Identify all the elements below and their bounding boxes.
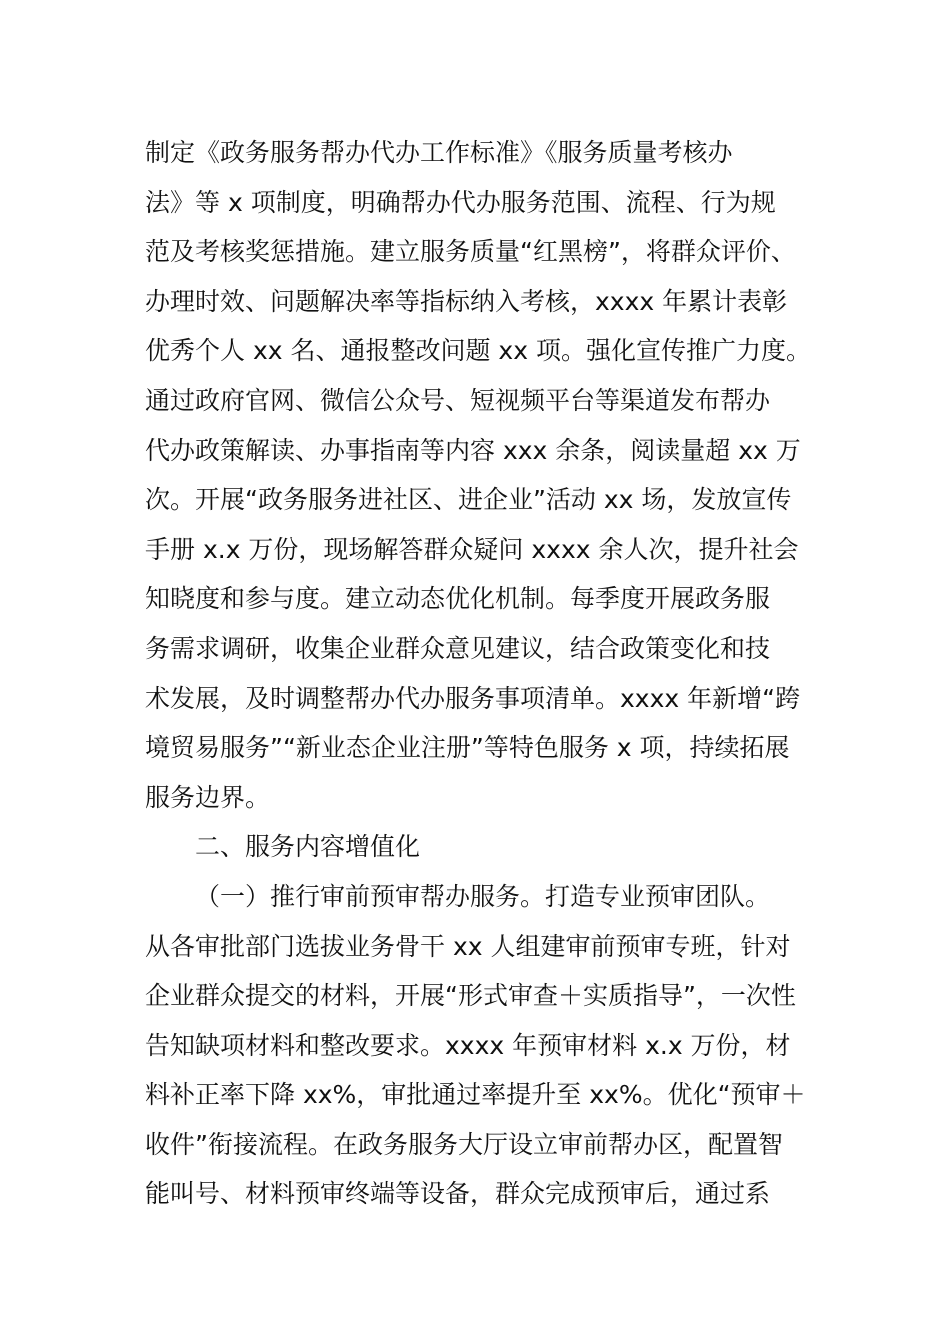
text-line: 务需求调研，收集企业群众意见建议，结合政策变化和技 xyxy=(145,633,771,663)
text-line: 制定《政务服务帮办代办工作标准》《服务质量考核办 xyxy=(145,138,733,167)
text-line: 知晓度和参与度。建立动态优化机制。每季度开展政务服 xyxy=(145,584,771,614)
text-line: 能叫号、材料预审终端等设备，群众完成预审后，通过系 xyxy=(145,1179,771,1209)
text-line: 企业群众提交的材料，开展“形式审查＋实质指导”，一次性 xyxy=(145,981,796,1011)
text-line: 收件”衔接流程。在政务服务大厅设立审前帮办区，配置智 xyxy=(145,1129,783,1159)
text-line: 料补正率下降 xx%，审批通过率提升至 xx%。优化“预审＋ xyxy=(145,1080,806,1110)
text-line: 从各审批部门选拔业务骨干 xx 人组建审前预审专班，针对 xyxy=(145,931,791,961)
text-line: 通过政府官网、微信公众号、短视频平台等渠道发布帮办 xyxy=(145,385,771,415)
text-line: 范及考核奖惩措施。建立服务质量“红黑榜”，将群众评价、 xyxy=(145,237,796,267)
text-line: 法》等 x 项制度，明确帮办代办服务范围、流程、行为规 xyxy=(145,187,776,217)
body-text xyxy=(145,128,835,1219)
text-line: 办理时效、问题解决率等指标纳入考核，xxxx 年累计表彰 xyxy=(145,286,788,316)
subsection-heading: （一）推行审前预审帮办服务。打造专业预审团队。 xyxy=(195,881,771,911)
text-line: 代办政策解读、办事指南等内容 xxx 余条，阅读量超 xx 万 xyxy=(145,435,801,465)
text-line: 次。开展“政务服务进社区、进企业”活动 xx 场，发放宣传 xyxy=(145,485,792,515)
text-line: 术发展，及时调整帮办代办服务事项清单。xxxx 年新增“跨 xyxy=(145,683,801,713)
text-line: 优秀个人 xx 名、通报整改问题 xx 项。强化宣传推广力度。 xyxy=(145,336,811,366)
text-line: 告知缺项材料和整改要求。xxxx 年预审材料 x.x 万份，材 xyxy=(145,1030,791,1060)
text-line: 境贸易服务”“新业态企业注册”等特色服务 x 项，持续拓展 xyxy=(145,733,790,763)
section-heading: 二、服务内容增值化 xyxy=(195,832,421,862)
text-line: 手册 x.x 万份，现场解答群众疑问 xxxx 余人次，提升社会 xyxy=(145,534,799,564)
text-line: 服务边界。 xyxy=(145,782,271,812)
